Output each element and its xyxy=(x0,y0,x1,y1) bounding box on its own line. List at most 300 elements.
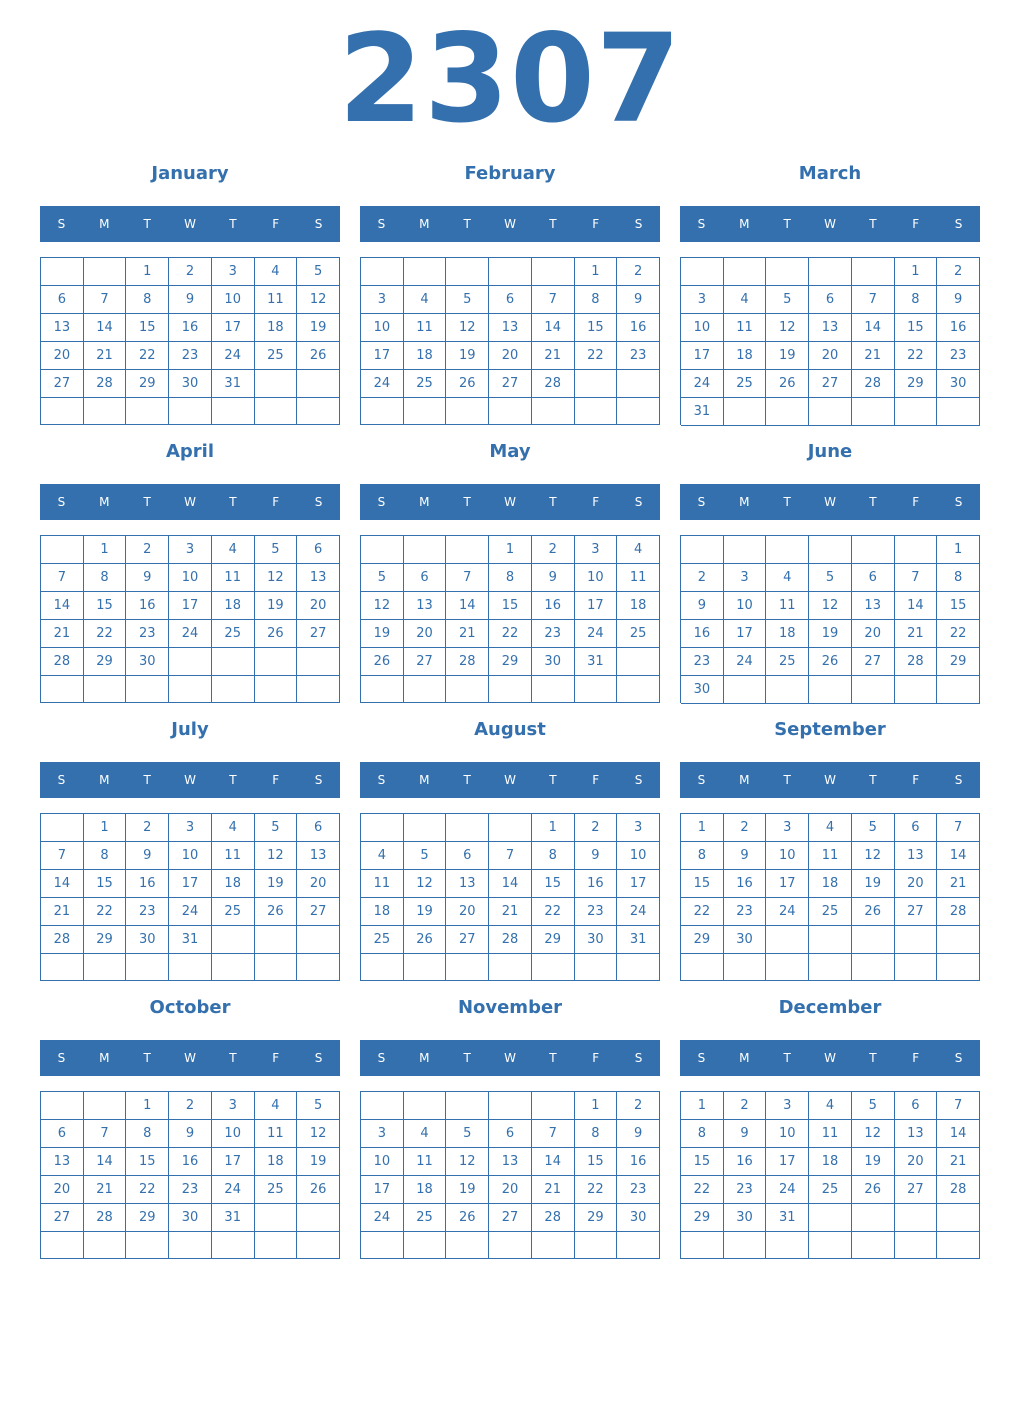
empty-day-cell xyxy=(446,676,489,703)
day-cell: 1 xyxy=(575,258,618,286)
day-cell: 24 xyxy=(169,898,212,926)
day-cell: 24 xyxy=(617,898,660,926)
empty-day-cell xyxy=(724,536,767,564)
day-grid xyxy=(360,1091,660,1259)
empty-day-cell xyxy=(41,536,84,564)
day-cell: 5 xyxy=(361,564,404,592)
weekday-label: T xyxy=(783,217,791,231)
empty-day-cell xyxy=(532,398,575,425)
day-cell: 9 xyxy=(126,564,169,592)
day-cell: 5 xyxy=(255,536,298,564)
day-cell: 7 xyxy=(532,286,575,314)
day-cell: 30 xyxy=(617,1204,660,1232)
day-cell: 26 xyxy=(361,648,404,676)
empty-day-cell xyxy=(489,398,532,425)
empty-day-cell xyxy=(212,676,255,703)
weekday-label: T xyxy=(869,773,877,787)
empty-day-cell xyxy=(297,398,340,425)
day-cell: 8 xyxy=(681,1120,724,1148)
day-cell: 13 xyxy=(446,870,489,898)
month-title: August xyxy=(474,719,546,740)
weekday-label: F xyxy=(912,1051,920,1065)
empty-day-cell xyxy=(404,954,447,981)
weekday-header xyxy=(40,206,340,242)
weekday-label: M xyxy=(99,495,110,509)
empty-day-cell xyxy=(84,676,127,703)
empty-day-cell xyxy=(809,398,852,426)
day-cell: 1 xyxy=(84,814,127,842)
day-cell: 22 xyxy=(84,620,127,648)
day-cell: 9 xyxy=(617,286,660,314)
weekday-label: S xyxy=(57,217,66,231)
empty-day-cell xyxy=(212,398,255,425)
day-cell: 17 xyxy=(169,592,212,620)
day-cell: 15 xyxy=(575,314,618,342)
day-cell: 12 xyxy=(297,1120,340,1148)
day-cell: 16 xyxy=(126,870,169,898)
day-cell: 26 xyxy=(852,1176,895,1204)
day-cell: 19 xyxy=(297,314,340,342)
empty-day-cell xyxy=(681,258,724,286)
day-cell: 18 xyxy=(404,342,447,370)
day-cell: 27 xyxy=(489,370,532,398)
empty-day-cell xyxy=(41,258,84,286)
day-cell: 3 xyxy=(361,286,404,314)
day-cell: 23 xyxy=(169,1176,212,1204)
weekday-label: T xyxy=(229,1051,237,1065)
day-cell: 28 xyxy=(852,370,895,398)
day-cell: 22 xyxy=(575,1176,618,1204)
day-cell: 9 xyxy=(937,286,980,314)
empty-day-cell xyxy=(126,1232,169,1259)
day-cell: 26 xyxy=(404,926,447,954)
day-cell: 12 xyxy=(766,314,809,342)
weekday-label: F xyxy=(912,495,920,509)
day-cell: 26 xyxy=(446,370,489,398)
day-cell: 29 xyxy=(532,926,575,954)
day-cell: 30 xyxy=(169,370,212,398)
day-cell: 19 xyxy=(404,898,447,926)
empty-day-cell xyxy=(895,536,938,564)
weekday-label: F xyxy=(592,1051,600,1065)
empty-day-cell xyxy=(852,926,895,954)
day-cell: 2 xyxy=(681,564,724,592)
weekday-label: F xyxy=(272,773,280,787)
day-cell: 11 xyxy=(361,870,404,898)
weekday-label: S xyxy=(954,495,963,509)
empty-day-cell xyxy=(404,398,447,425)
day-cell: 7 xyxy=(532,1120,575,1148)
day-cell: 10 xyxy=(617,842,660,870)
day-cell: 6 xyxy=(41,1120,84,1148)
weekday-label: S xyxy=(634,495,643,509)
empty-day-cell xyxy=(489,954,532,981)
day-cell: 6 xyxy=(895,1092,938,1120)
day-cell: 6 xyxy=(297,536,340,564)
weekday-label: T xyxy=(463,1051,471,1065)
day-cell: 8 xyxy=(489,564,532,592)
day-cell: 30 xyxy=(575,926,618,954)
day-cell: 27 xyxy=(852,648,895,676)
empty-day-cell xyxy=(617,398,660,425)
empty-day-cell xyxy=(895,1204,938,1232)
empty-day-cell xyxy=(84,258,127,286)
day-cell: 10 xyxy=(361,1148,404,1176)
day-cell: 30 xyxy=(937,370,980,398)
empty-day-cell xyxy=(41,1092,84,1120)
month-title: February xyxy=(464,163,556,184)
day-cell: 28 xyxy=(895,648,938,676)
day-cell: 17 xyxy=(766,1148,809,1176)
day-cell: 11 xyxy=(724,314,767,342)
empty-day-cell xyxy=(361,676,404,703)
empty-day-cell xyxy=(489,814,532,842)
day-cell: 2 xyxy=(126,814,169,842)
day-cell: 5 xyxy=(852,1092,895,1120)
day-grid xyxy=(680,1091,980,1259)
empty-day-cell xyxy=(766,954,809,981)
day-cell: 2 xyxy=(724,1092,767,1120)
weekday-header xyxy=(680,1040,980,1076)
day-cell: 27 xyxy=(41,1204,84,1232)
empty-day-cell xyxy=(681,954,724,981)
month-title: March xyxy=(798,163,862,184)
day-cell: 18 xyxy=(212,870,255,898)
day-cell: 22 xyxy=(489,620,532,648)
day-cell: 12 xyxy=(361,592,404,620)
month-title: June xyxy=(807,441,853,462)
empty-day-cell xyxy=(446,1232,489,1259)
day-cell: 31 xyxy=(766,1204,809,1232)
empty-day-cell xyxy=(255,1232,298,1259)
day-cell: 26 xyxy=(809,648,852,676)
day-cell: 22 xyxy=(126,1176,169,1204)
day-cell: 2 xyxy=(169,258,212,286)
day-cell: 25 xyxy=(404,370,447,398)
day-cell: 16 xyxy=(575,870,618,898)
day-cell: 15 xyxy=(681,1148,724,1176)
empty-day-cell xyxy=(255,676,298,703)
weekday-label: M xyxy=(739,773,750,787)
month-title: September xyxy=(774,719,886,740)
day-cell: 26 xyxy=(446,1204,489,1232)
weekday-label: S xyxy=(697,1051,706,1065)
day-grid xyxy=(680,813,980,981)
day-cell: 24 xyxy=(212,1176,255,1204)
day-cell: 6 xyxy=(489,286,532,314)
day-cell: 13 xyxy=(809,314,852,342)
day-cell: 19 xyxy=(446,1176,489,1204)
empty-day-cell xyxy=(446,954,489,981)
day-cell: 14 xyxy=(852,314,895,342)
day-cell: 14 xyxy=(41,870,84,898)
year-title: 2307 xyxy=(338,8,682,150)
day-cell: 17 xyxy=(169,870,212,898)
day-cell: 14 xyxy=(446,592,489,620)
empty-day-cell xyxy=(895,954,938,981)
empty-day-cell xyxy=(766,926,809,954)
day-cell: 20 xyxy=(895,870,938,898)
weekday-label: S xyxy=(377,495,386,509)
day-cell: 28 xyxy=(41,926,84,954)
day-cell: 9 xyxy=(126,842,169,870)
day-cell: 8 xyxy=(84,564,127,592)
weekday-header xyxy=(680,206,980,242)
day-cell: 13 xyxy=(41,314,84,342)
day-cell: 28 xyxy=(84,1204,127,1232)
day-cell: 23 xyxy=(724,898,767,926)
day-cell: 18 xyxy=(361,898,404,926)
day-cell: 8 xyxy=(532,842,575,870)
day-cell: 8 xyxy=(937,564,980,592)
day-cell: 14 xyxy=(532,1148,575,1176)
day-cell: 15 xyxy=(84,592,127,620)
day-cell: 18 xyxy=(212,592,255,620)
day-cell: 31 xyxy=(575,648,618,676)
day-cell: 4 xyxy=(809,814,852,842)
weekday-label: T xyxy=(463,773,471,787)
weekday-label: S xyxy=(697,773,706,787)
day-cell: 24 xyxy=(724,648,767,676)
day-cell: 3 xyxy=(681,286,724,314)
day-cell: 26 xyxy=(255,898,298,926)
empty-day-cell xyxy=(681,536,724,564)
month-title: December xyxy=(778,997,882,1018)
weekday-label: F xyxy=(592,495,600,509)
day-cell: 13 xyxy=(297,842,340,870)
day-cell: 17 xyxy=(212,1148,255,1176)
day-cell: 12 xyxy=(446,314,489,342)
day-cell: 24 xyxy=(575,620,618,648)
empty-day-cell xyxy=(212,648,255,676)
empty-day-cell xyxy=(126,676,169,703)
day-cell: 4 xyxy=(617,536,660,564)
day-cell: 21 xyxy=(84,1176,127,1204)
day-cell: 17 xyxy=(575,592,618,620)
day-cell: 19 xyxy=(361,620,404,648)
empty-day-cell xyxy=(617,954,660,981)
weekday-header xyxy=(40,1040,340,1076)
day-cell: 14 xyxy=(489,870,532,898)
day-cell: 3 xyxy=(575,536,618,564)
empty-day-cell xyxy=(169,954,212,981)
day-cell: 25 xyxy=(212,898,255,926)
day-cell: 21 xyxy=(937,870,980,898)
day-cell: 22 xyxy=(937,620,980,648)
day-cell: 17 xyxy=(681,342,724,370)
empty-day-cell xyxy=(361,536,404,564)
weekday-label: T xyxy=(783,495,791,509)
day-cell: 9 xyxy=(169,1120,212,1148)
weekday-label: S xyxy=(634,773,643,787)
day-cell: 29 xyxy=(681,926,724,954)
day-cell: 11 xyxy=(404,314,447,342)
empty-day-cell xyxy=(766,676,809,704)
day-cell: 13 xyxy=(489,314,532,342)
day-cell: 30 xyxy=(724,926,767,954)
weekday-label: F xyxy=(272,495,280,509)
day-cell: 23 xyxy=(724,1176,767,1204)
empty-day-cell xyxy=(489,1092,532,1120)
empty-day-cell xyxy=(361,398,404,425)
day-cell: 7 xyxy=(41,564,84,592)
day-cell: 24 xyxy=(766,898,809,926)
weekday-header xyxy=(40,484,340,520)
day-cell: 3 xyxy=(212,1092,255,1120)
day-cell: 21 xyxy=(532,1176,575,1204)
day-cell: 12 xyxy=(255,842,298,870)
day-cell: 3 xyxy=(724,564,767,592)
day-cell: 3 xyxy=(212,258,255,286)
empty-day-cell xyxy=(297,676,340,703)
day-cell: 28 xyxy=(41,648,84,676)
day-cell: 28 xyxy=(489,926,532,954)
day-cell: 27 xyxy=(297,898,340,926)
empty-day-cell xyxy=(126,954,169,981)
empty-day-cell xyxy=(126,398,169,425)
day-cell: 12 xyxy=(404,870,447,898)
empty-day-cell xyxy=(724,258,767,286)
day-cell: 10 xyxy=(766,842,809,870)
day-cell: 19 xyxy=(852,870,895,898)
weekday-label: T xyxy=(549,773,557,787)
empty-day-cell xyxy=(404,814,447,842)
empty-day-cell xyxy=(41,676,84,703)
day-cell: 15 xyxy=(84,870,127,898)
day-cell: 4 xyxy=(404,1120,447,1148)
day-cell: 28 xyxy=(937,898,980,926)
day-cell: 24 xyxy=(766,1176,809,1204)
day-cell: 26 xyxy=(852,898,895,926)
day-cell: 22 xyxy=(681,898,724,926)
day-cell: 12 xyxy=(255,564,298,592)
empty-day-cell xyxy=(852,954,895,981)
weekday-label: S xyxy=(954,217,963,231)
day-cell: 28 xyxy=(937,1176,980,1204)
day-cell: 8 xyxy=(895,286,938,314)
empty-day-cell xyxy=(766,258,809,286)
day-cell: 14 xyxy=(84,314,127,342)
day-cell: 15 xyxy=(895,314,938,342)
day-cell: 23 xyxy=(532,620,575,648)
day-cell: 25 xyxy=(617,620,660,648)
weekday-label: M xyxy=(419,1051,430,1065)
day-cell: 13 xyxy=(895,842,938,870)
weekday-label: T xyxy=(869,217,877,231)
day-cell: 29 xyxy=(575,1204,618,1232)
day-cell: 13 xyxy=(489,1148,532,1176)
day-cell: 14 xyxy=(41,592,84,620)
day-cell: 1 xyxy=(84,536,127,564)
day-cell: 11 xyxy=(255,1120,298,1148)
day-cell: 22 xyxy=(84,898,127,926)
day-cell: 9 xyxy=(724,1120,767,1148)
day-cell: 29 xyxy=(681,1204,724,1232)
day-cell: 25 xyxy=(255,342,298,370)
day-cell: 3 xyxy=(766,814,809,842)
day-cell: 1 xyxy=(532,814,575,842)
day-cell: 5 xyxy=(297,258,340,286)
empty-day-cell xyxy=(575,398,618,425)
weekday-label: S xyxy=(954,773,963,787)
weekday-label: T xyxy=(549,217,557,231)
day-cell: 16 xyxy=(724,1148,767,1176)
day-cell: 26 xyxy=(297,342,340,370)
day-cell: 19 xyxy=(255,592,298,620)
day-cell: 27 xyxy=(404,648,447,676)
day-cell: 31 xyxy=(681,398,724,426)
day-cell: 18 xyxy=(766,620,809,648)
day-cell: 29 xyxy=(126,1204,169,1232)
day-cell: 15 xyxy=(532,870,575,898)
day-cell: 16 xyxy=(532,592,575,620)
day-cell: 11 xyxy=(212,842,255,870)
day-cell: 11 xyxy=(617,564,660,592)
day-cell: 27 xyxy=(41,370,84,398)
day-cell: 15 xyxy=(575,1148,618,1176)
empty-day-cell xyxy=(41,954,84,981)
day-cell: 20 xyxy=(489,1176,532,1204)
weekday-label: W xyxy=(184,773,196,787)
empty-day-cell xyxy=(809,1232,852,1259)
day-cell: 4 xyxy=(255,1092,298,1120)
empty-day-cell xyxy=(532,1232,575,1259)
empty-day-cell xyxy=(895,676,938,704)
day-cell: 20 xyxy=(41,342,84,370)
empty-day-cell xyxy=(41,814,84,842)
day-cell: 29 xyxy=(126,370,169,398)
day-cell: 21 xyxy=(84,342,127,370)
day-cell: 5 xyxy=(766,286,809,314)
day-cell: 20 xyxy=(41,1176,84,1204)
weekday-label: S xyxy=(57,495,66,509)
day-cell: 5 xyxy=(297,1092,340,1120)
empty-day-cell xyxy=(361,1232,404,1259)
day-cell: 20 xyxy=(809,342,852,370)
empty-day-cell xyxy=(937,926,980,954)
day-cell: 27 xyxy=(809,370,852,398)
empty-day-cell xyxy=(446,536,489,564)
empty-day-cell xyxy=(404,536,447,564)
empty-day-cell xyxy=(255,398,298,425)
weekday-header xyxy=(360,484,660,520)
day-cell: 30 xyxy=(169,1204,212,1232)
month-title: July xyxy=(171,719,209,740)
day-cell: 22 xyxy=(681,1176,724,1204)
day-cell: 27 xyxy=(446,926,489,954)
day-cell: 5 xyxy=(809,564,852,592)
weekday-label: T xyxy=(549,1051,557,1065)
weekday-label: S xyxy=(634,1051,643,1065)
day-cell: 29 xyxy=(84,648,127,676)
weekday-label: F xyxy=(912,773,920,787)
empty-day-cell xyxy=(852,398,895,426)
day-grid xyxy=(360,257,660,425)
month-title: April xyxy=(165,441,215,462)
empty-day-cell xyxy=(852,1232,895,1259)
day-cell: 16 xyxy=(126,592,169,620)
day-cell: 5 xyxy=(446,1120,489,1148)
day-grid xyxy=(680,535,980,703)
day-cell: 2 xyxy=(724,814,767,842)
empty-day-cell xyxy=(575,370,618,398)
weekday-header xyxy=(360,206,660,242)
day-cell: 21 xyxy=(41,620,84,648)
day-cell: 21 xyxy=(532,342,575,370)
day-cell: 20 xyxy=(404,620,447,648)
day-cell: 17 xyxy=(361,1176,404,1204)
empty-day-cell xyxy=(617,676,660,703)
